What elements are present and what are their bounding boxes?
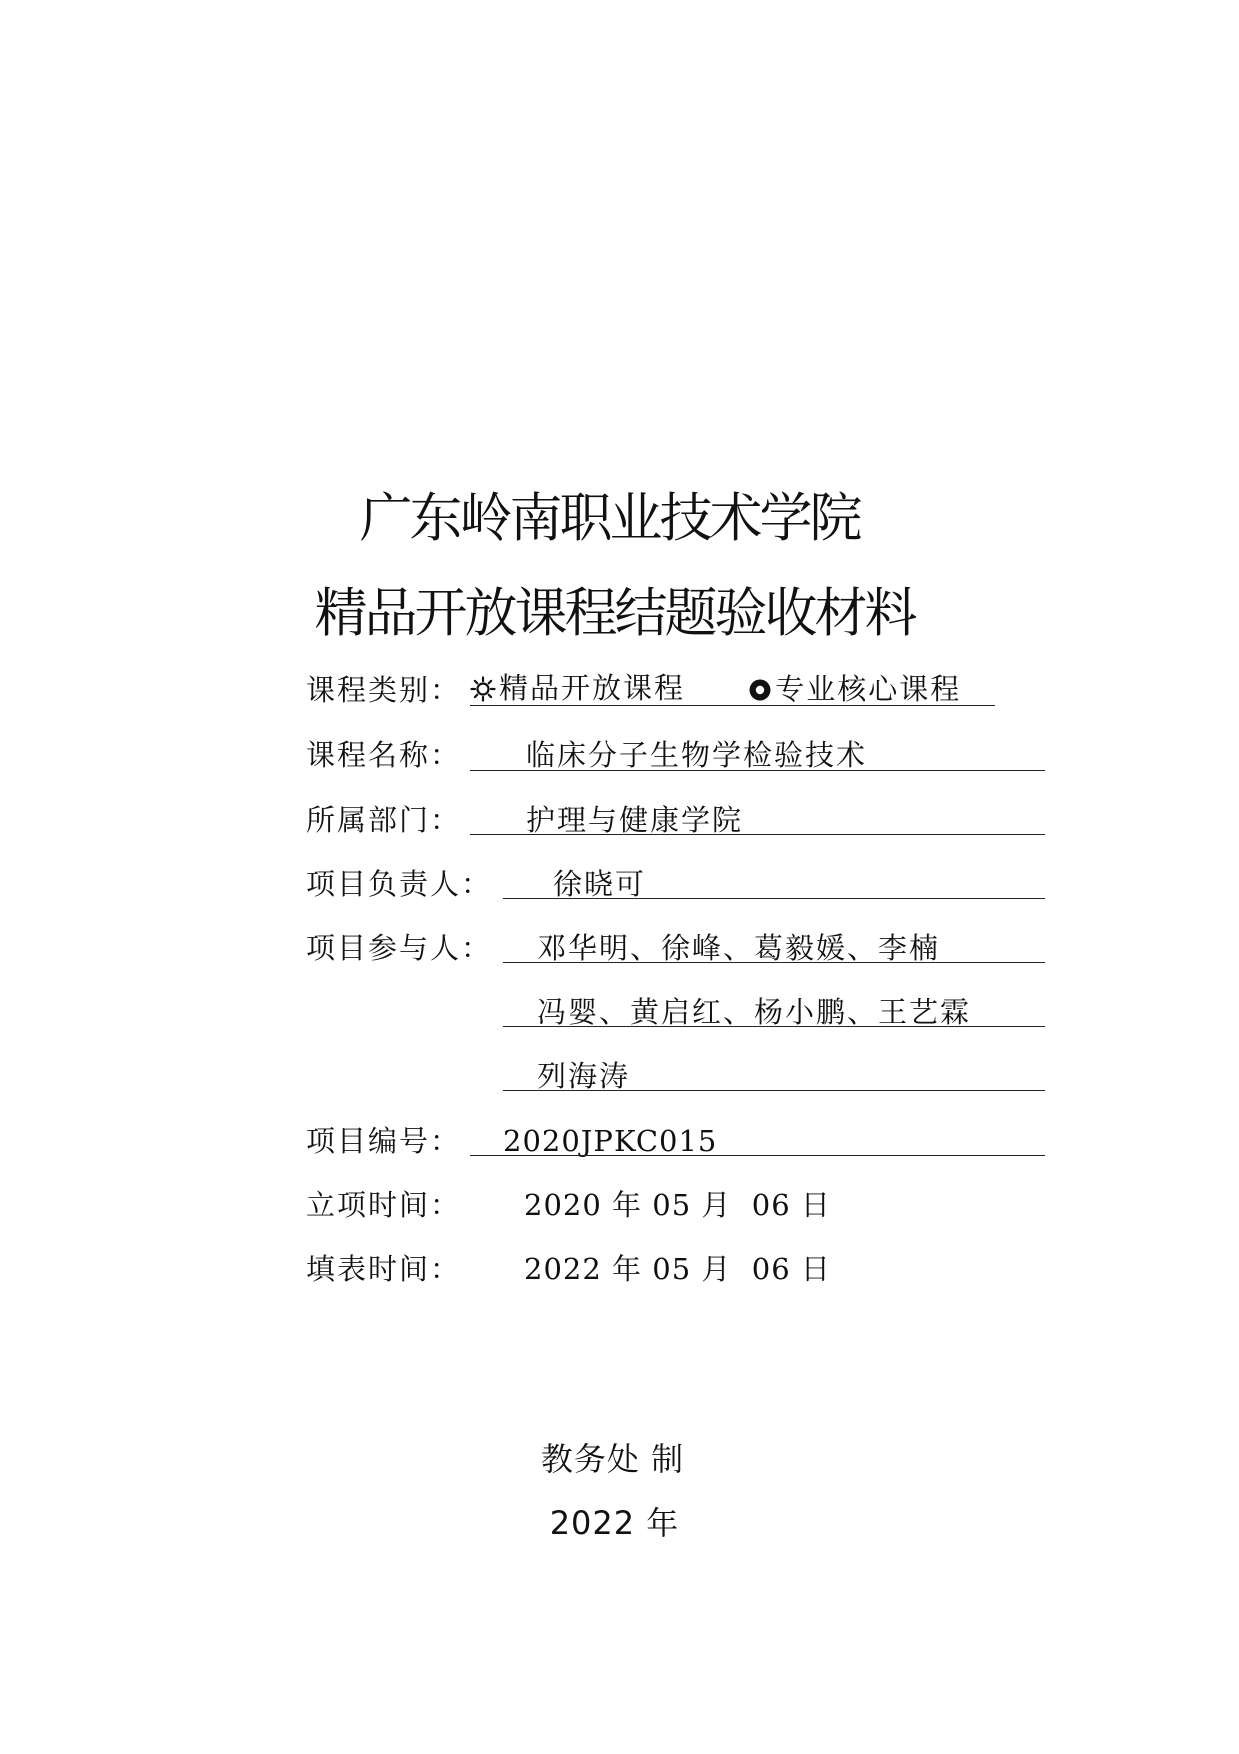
- participants-label: 项目参与人：: [306, 931, 493, 965]
- department-value: 护理与健康学院: [526, 803, 744, 837]
- department-underline: [470, 834, 1045, 835]
- participants-line2: 冯婴、黄启红、杨小鹏、王艺霖: [537, 995, 972, 1029]
- participants-underline2: [503, 1026, 1045, 1027]
- participants-line1: 邓华明、徐峰、葛毅媛、李楠: [537, 931, 941, 965]
- participants-underline1: [503, 962, 1045, 963]
- leader-label: 项目负责人：: [306, 867, 493, 901]
- category-options: [470, 671, 962, 707]
- category-underline: [470, 705, 995, 706]
- sun-outline-icon: [470, 676, 496, 702]
- start-date-value: 2020 年 05 月 06 日: [524, 1188, 831, 1222]
- participants-underline3: [503, 1090, 1045, 1091]
- fill-date-value: 2022 年 05 月 06 日: [524, 1252, 831, 1286]
- leader-value: 徐晓可: [553, 867, 647, 901]
- fill-date-label: 填表时间：: [306, 1252, 462, 1286]
- category-option1-label: 精品开放课程: [499, 671, 686, 705]
- course-name-underline: [470, 770, 1045, 771]
- document-title-line1: 广东岭南职业技术学院: [359, 488, 860, 549]
- project-number-underline: [470, 1155, 1045, 1156]
- category-label: 课程类别：: [306, 673, 462, 707]
- course-name-value: 临床分子生物学检验技术: [526, 738, 868, 772]
- participants-line3: 列海涛: [537, 1059, 631, 1093]
- category-option-core-course: [748, 672, 962, 706]
- project-number-value: 2020JPKC015: [503, 1124, 718, 1158]
- project-number-label: 项目编号：: [306, 1124, 462, 1158]
- leader-underline: [503, 898, 1045, 899]
- category-option-open-course: [470, 671, 686, 705]
- course-name-label: 课程名称：: [306, 738, 462, 772]
- department-label: 所属部门：: [306, 803, 462, 837]
- category-option2-label: 专业核心课程: [775, 672, 962, 706]
- year-text: 2022 年: [549, 1504, 680, 1542]
- filled-circle-icon: [748, 678, 772, 702]
- document-title-line2: 精品开放课程结题验收材料: [314, 583, 915, 644]
- start-date-label: 立项时间：: [306, 1188, 462, 1222]
- issuer-text: 教务处 制: [540, 1440, 685, 1478]
